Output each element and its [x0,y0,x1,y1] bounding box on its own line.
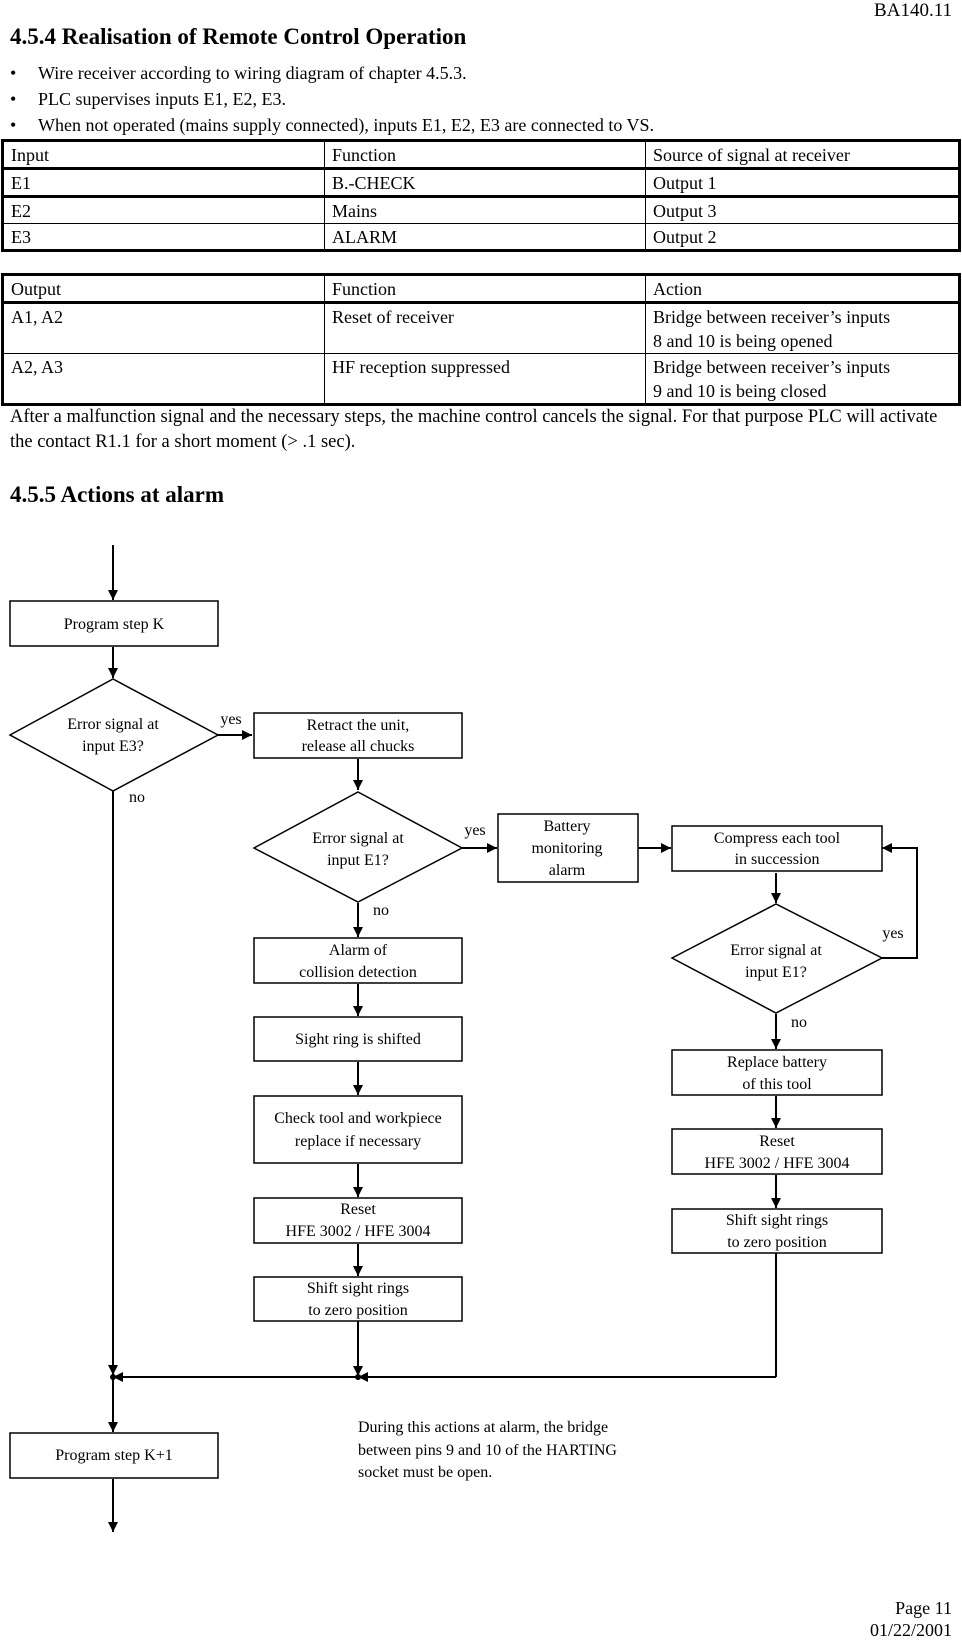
svg-text:replace if necessary: replace if necessary [294,1133,422,1150]
section-title-actions: 4.5.5 Actions at alarm [10,482,225,507]
svg-text:Shift sight rings: Shift sight rings [725,1212,829,1229]
svg-text:Program step K+1: Program step K+1 [55,1447,173,1464]
page-date: 01/22/2001 [869,1620,952,1640]
replace-battery-box [672,1050,882,1095]
outputs-table [1,273,961,406]
table-cell-line: 8 and 10 is being opened [653,331,833,351]
svg-text:input E3?: input E3? [82,738,144,755]
table-cell: Output 1 [646,169,960,197]
table-cell: Output 2 [646,224,960,251]
table-header-row [3,141,960,169]
flow-connectors [113,545,917,1532]
alarm-flowchart [0,520,962,1540]
bullet-list [10,60,654,138]
table-header-row [3,275,960,303]
table-cell [646,303,960,354]
no-label-e3: no [129,789,145,806]
table-cell: HF reception suppressed [325,354,646,405]
svg-text:Alarm of: Alarm of [328,942,388,959]
table-row [3,197,960,224]
svg-text:HFE 3002 / HFE 3004: HFE 3002 / HFE 3004 [285,1223,431,1240]
table-cell-line: Bridge between receiver’s inputs [653,307,891,327]
yes-label-e1-right: yes [882,925,904,942]
table-cell: E1 [3,169,325,197]
svg-text:input E1?: input E1? [745,964,807,981]
page-number: Page 11 [895,1598,952,1618]
table-header-cell: Action [646,275,960,303]
svg-text:Replace battery: Replace battery [727,1054,827,1071]
table-cell: Output 3 [646,197,960,224]
decision-error-e3 [10,679,218,791]
table-cell: E3 [11,227,31,247]
table-cell [646,354,960,405]
table-cell: E2 [3,197,325,224]
svg-text:Shift sight rings: Shift sight rings [306,1280,410,1297]
svg-text:Compress each tool: Compress each tool [713,830,841,847]
shift-sight-rings-mid-box [254,1277,462,1321]
table-header-cell: Output [3,275,325,303]
flow-note [358,1419,617,1481]
table-cell: A1, A2 [3,303,325,354]
svg-text:collision detection: collision detection [299,964,417,981]
junction-dot [355,1374,361,1380]
program-step-k-box [10,601,218,646]
bullet-item: • Wire receiver according to wiring diagram of chapter 4.5.3. [10,60,654,86]
reset-hfe-right-box [672,1129,882,1174]
svg-text:HFE 3002 / HFE 3004: HFE 3002 / HFE 3004 [704,1155,850,1172]
compress-tool-box [672,826,882,871]
retract-unit-box [254,713,462,758]
svg-text:During this actions at alarm,: During this actions at alarm, the bridge [358,1419,609,1436]
svg-text:between pins 9 and 10 of the H: between pins 9 and 10 of the HARTING [358,1442,617,1459]
table-header-cell: Input [3,141,325,169]
table-cell: A2, A3 [11,357,64,377]
section-title-realisation: 4.5.4 Realisation of Remote Control Operation [10,24,467,49]
no-label-e1-right: no [791,1014,807,1031]
svg-text:Error signal at: Error signal at [312,830,404,847]
yes-label-e3: yes [220,711,242,728]
svg-text:Battery: Battery [543,818,591,835]
table-row [3,224,960,251]
table-cell-line: Bridge between receiver’s inputs [653,357,891,377]
bullet-item: • When not operated (mains supply connected), inputs E1, E2, E3 are connected to VS. [10,112,654,138]
svg-text:Reset: Reset [759,1133,795,1150]
table-cell: B.-CHECK [325,169,646,197]
svg-text:Reset: Reset [340,1201,376,1218]
svg-text:Error signal at: Error signal at [730,942,822,959]
svg-text:Error signal at: Error signal at [67,716,159,733]
decision-error-e1-left [254,792,462,902]
svg-text:Program step K: Program step K [63,616,165,633]
battery-monitoring-alarm-box [498,814,638,882]
decision-error-e1-right [672,904,882,1013]
table-header-cell: Function [325,141,646,169]
description-paragraph: After a malfunction signal and the necessary steps, the machine control cancels the signal. For that purpose PLC will activate the contact R1.1 for a short moment (> .1 sec). [10,407,938,452]
bullet-item: • PLC supervises inputs E1, E2, E3. [10,86,654,112]
program-step-k1-box [10,1433,218,1478]
svg-text:in succession: in succession [734,851,820,868]
reset-hfe-mid-box [254,1198,462,1243]
svg-text:of this tool: of this tool [742,1076,812,1093]
table-row [3,354,960,405]
svg-text:socket must be open.: socket must be open. [358,1464,493,1481]
junction-dot [110,1374,116,1380]
inputs-table [1,139,961,252]
table-cell: ALARM [325,224,646,251]
svg-text:Sight ring is shifted: Sight ring is shifted [295,1031,421,1048]
table-row [3,169,960,197]
alarm-collision-box [254,938,462,983]
table-cell: Mains [325,197,646,224]
table-row [3,303,960,354]
svg-text:Retract the unit,: Retract the unit, [306,717,410,734]
shift-sight-rings-right-box [672,1209,882,1253]
check-tool-box [254,1096,462,1163]
table-header-cell: Function [325,275,646,303]
svg-text:monitoring: monitoring [531,840,603,857]
svg-text:to zero position: to zero position [727,1234,827,1251]
svg-text:release all chucks: release all chucks [301,738,415,755]
document-id: BA140.11 [874,0,952,21]
table-cell: Reset of receiver [325,303,646,354]
table-cell-line: 9 and 10 is being closed [653,381,827,401]
svg-text:input E1?: input E1? [327,852,389,869]
sight-ring-shifted-box [254,1017,462,1061]
yes-label-e1-left: yes [464,822,486,839]
table-header-cell: Source of signal at receiver [646,141,960,169]
svg-text:Check tool and workpiece: Check tool and workpiece [274,1110,442,1127]
svg-text:alarm: alarm [548,862,586,879]
svg-text:to zero position: to zero position [308,1302,408,1319]
no-label-e1-left: no [373,902,389,919]
